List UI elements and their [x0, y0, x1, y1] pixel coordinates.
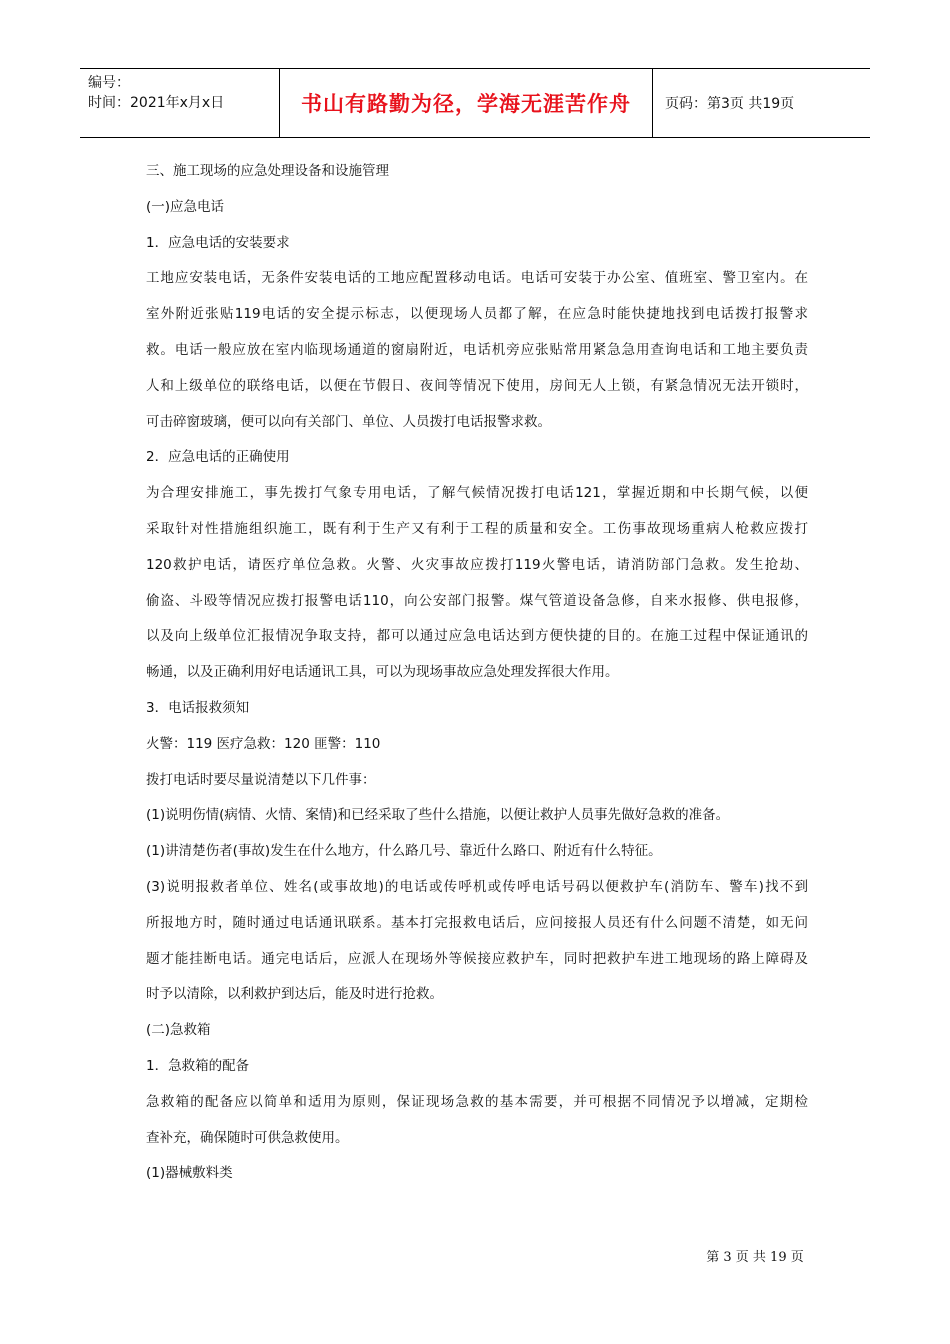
list-item: (1)说明伤情(病情、火情、案情)和已经采取了些什么措施，以便让救护人员事先做好急救的准备。	[146, 807, 730, 824]
motto-cell	[280, 69, 653, 137]
page-footer	[0, 1246, 950, 1265]
motto-text: 书山有路勤为径，学海无涯苦作舟	[301, 91, 631, 116]
section-heading: 三、施工现场的应急处理设备和设施管理	[146, 163, 389, 179]
subsection-heading: (二)急救箱	[146, 1022, 211, 1039]
document-body	[146, 154, 808, 1192]
item-heading: 1．急救箱的配备	[146, 1057, 250, 1074]
paragraph-line: 查补充，确保随时可供急救使用。	[146, 1129, 349, 1146]
paragraph-line: 所报地方时，随时通过电话通讯联系。基本打完报救电话后，应问接报人员还有什么问题不清楚，如无问	[146, 914, 808, 931]
paragraph-line: 室外附近张贴119电话的安全提示标志，以便现场人员都了解，在应急时能快捷地找到电话拨打报警求	[146, 306, 808, 323]
item-heading: 2．应急电话的正确使用	[146, 449, 290, 466]
paragraph-line: 救。电话一般应放在室内临现场通道的窗扇附近，电话机旁应张贴常用紧急急用查询电话和工地主要负责	[146, 341, 808, 358]
paragraph-line: 急救箱的配备应以简单和适用为原则，保证现场急救的基本需要，并可根据不同情况予以增减，定期检	[146, 1093, 808, 1110]
header-meta-cell	[80, 69, 280, 137]
paragraph-line: 题才能挂断电话。通完电话后，应派人在现场外等候接应救护车，同时把救护车进工地现场的路上障碍及	[146, 950, 808, 967]
item-heading: 3．电话报救须知	[146, 699, 250, 716]
footer-page-number: 第 3 页 共 19 页	[706, 1250, 804, 1265]
page-info-text: 页码：第3页 共19页	[665, 96, 795, 112]
serial-label: 编号：	[88, 75, 130, 91]
list-item: (1)器械敷料类	[146, 1165, 233, 1182]
paragraph-line: 畅通，以及正确利用好电话通讯工具，可以为现场事故应急处理发挥很大作用。	[146, 664, 619, 681]
page-info-cell	[653, 69, 870, 137]
paragraph-line: 人和上级单位的联络电话，以便在节假日、夜间等情况下使用，房间无人上锁，有紧急情况无法开锁时，	[146, 377, 808, 394]
paragraph-line: 120救护电话，请医疗单位急救。火警、火灾事故应拨打119火警电话，请消防部门急救。发生抢劫、	[146, 556, 808, 573]
paragraph-line: 为合理安排施工，事先拨打气象专用电话，了解气候情况拨打电话121，掌握近期和中长期气候，以便	[146, 485, 808, 502]
paragraph-line: 采取针对性措施组织施工，既有利于生产又有利于工程的质量和安全。工伤事故现场重病人枪救应拨打	[146, 520, 808, 537]
paragraph-line: 工地应安装电话，无条件安装电话的工地应配置移动电话。电话可安装于办公室、值班室、警卫室内。在	[146, 270, 808, 287]
paragraph-line: 偷盗、斗殴等情况应拨打报警电话110，向公安部门报警。煤气管道设备急修，自来水报修、供电报修，	[146, 592, 808, 609]
time-label: 时间：2021年x月x日	[88, 95, 225, 111]
paragraph-line: 拨打电话时要尽量说清楚以下几件事：	[146, 771, 376, 788]
emergency-numbers: 火警：119 医疗急救：120 匪警：110	[146, 735, 381, 752]
item-heading: 1．应急电话的安装要求	[146, 234, 290, 251]
subsection-heading: (一)应急电话	[146, 198, 225, 215]
paragraph-line: 以及向上级单位汇报情况争取支持，都可以通过应急电话达到方便快捷的目的。在施工过程中保证通讯的	[146, 628, 808, 645]
paragraph-line: 可击碎窗玻璃，便可以向有关部门、单位、人员拨打电话报警求救。	[146, 413, 551, 430]
list-item: (1)讲清楚伤者(事故)发生在什么地方，什么路几号、靠近什么路口、附近有什么特征。	[146, 843, 662, 860]
page-header	[80, 68, 870, 138]
list-item: (3)说明报救者单位、姓名(或事故地)的电话或传呼机或传呼电话号码以便救护车(消防车、警车)找不到	[146, 878, 808, 895]
paragraph-line: 时予以清除，以利救护到达后，能及时进行抢救。	[146, 986, 443, 1003]
